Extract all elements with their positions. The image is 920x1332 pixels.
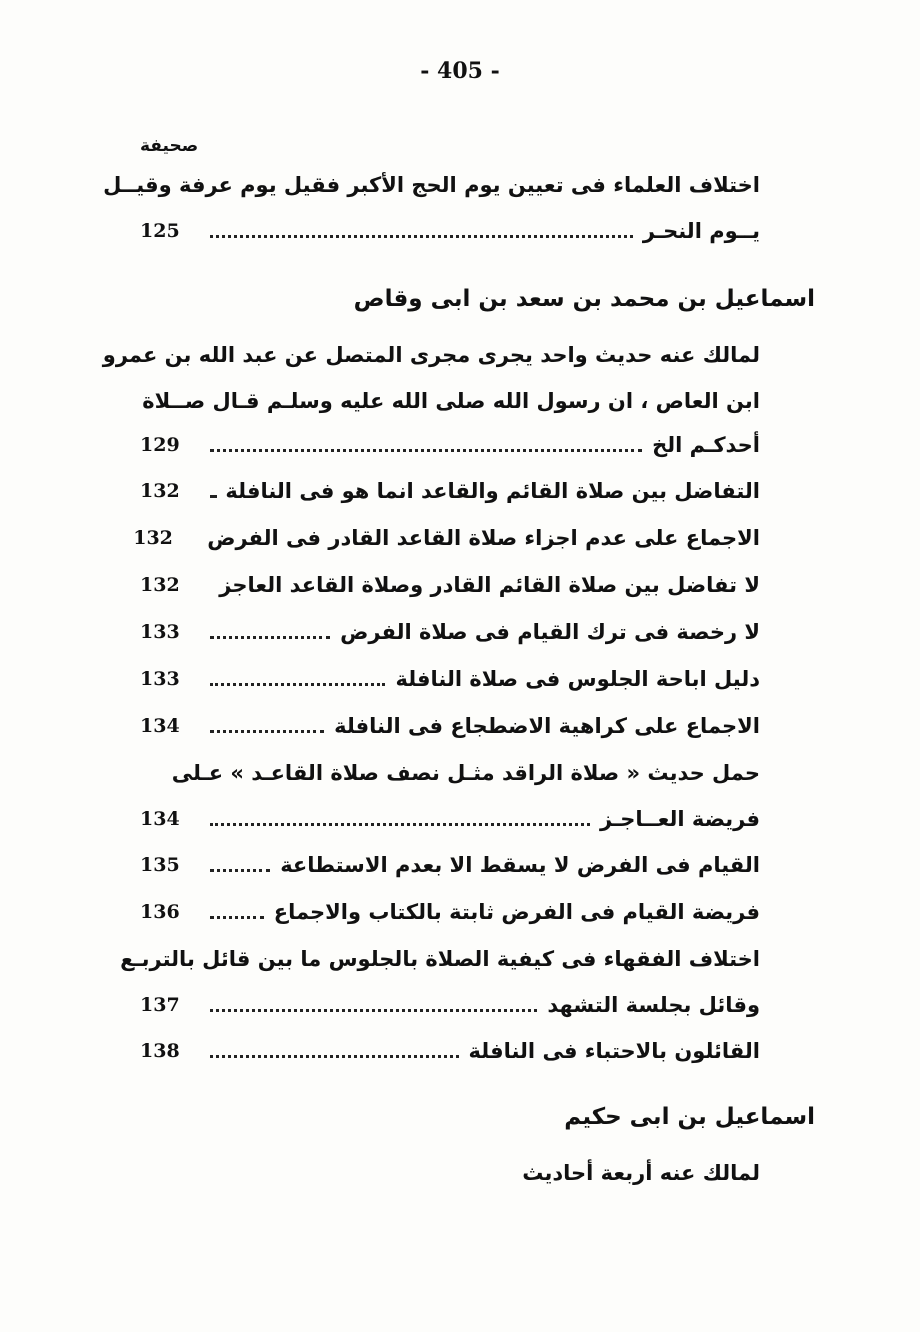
entry-text: القائلون بالاحتباء فى النافلة — [468, 1039, 760, 1063]
toc-entry — [140, 428, 760, 462]
toc-entry — [140, 214, 760, 248]
dot-leader — [210, 683, 386, 686]
entry-text: اختلاف العلماء فى تعيين يوم الحج الأكبر فقيل يوم عرفة وقيــل — [103, 173, 760, 197]
entry-page: 129 — [140, 434, 180, 456]
entry-page: 125 — [140, 220, 180, 242]
entry-page: 133 — [140, 668, 180, 690]
entry-page: 134 — [140, 808, 180, 830]
dot-leader — [210, 823, 590, 826]
toc-entry — [140, 474, 760, 508]
entry-text: حمل حديث « صلاة الراقد مثـل نصف صلاة القاعـد » عـلى — [171, 761, 760, 785]
entry-text: لا رخصة فى ترك القيام فى صلاة الفرض — [340, 620, 760, 644]
entry-text: فريضة العــاجـز — [600, 807, 760, 831]
entry-text: لمالك عنه حديث واحد يجرى مجرى المتصل عن عبد الله بن عمرو — [102, 343, 760, 367]
toc-entry — [133, 521, 760, 555]
entry-text: دليل اباحة الجلوس فى صلاة النافلة — [395, 667, 760, 691]
toc-entry — [140, 895, 760, 929]
entry-page: 134 — [140, 715, 180, 737]
entry-text: الاجماع على كراهية الاضطجاع فى النافلة — [334, 714, 760, 738]
toc-entry — [140, 662, 760, 696]
entry-text: التفاضل بين صلاة القائم والقاعد انما هو فى النافلة — [225, 479, 760, 503]
toc-entry — [140, 848, 760, 882]
entry-text: يــوم النحـر — [642, 219, 760, 243]
entry-text: الاجماع على عدم اجزاء صلاة القاعد القادر فى الفرض — [207, 526, 760, 550]
dot-leader — [210, 730, 324, 733]
dot-leader — [210, 495, 216, 498]
toc-entry — [140, 1034, 760, 1068]
page-column-header: صحيفة — [140, 136, 199, 156]
section-heading: اسماعيل بن ابى حكيم — [564, 1104, 815, 1130]
entry-text: وقائل بجلسة التشهد — [547, 993, 760, 1017]
dot-leader — [210, 449, 642, 452]
toc-entry — [140, 615, 760, 649]
dot-leader — [210, 636, 330, 639]
toc-entry — [140, 568, 760, 602]
entry-page: 132 — [133, 527, 173, 549]
page-number: - 405 - — [420, 58, 500, 84]
toc-entry — [140, 802, 760, 836]
entry-text: فريضة القيام فى الفرض ثابتة بالكتاب والاجماع — [273, 900, 760, 924]
dot-leader — [210, 235, 633, 238]
entry-text: القيام فى الفرض لا يسقط الا بعدم الاستطاعة — [280, 853, 760, 877]
entry-page: 133 — [140, 621, 180, 643]
entry-page: 138 — [140, 1040, 180, 1062]
dot-leader — [210, 1009, 538, 1012]
dot-leader — [210, 916, 264, 919]
section-heading: اسماعيل بن محمد بن سعد بن ابى وقاص — [353, 286, 815, 312]
dot-leader — [210, 869, 271, 872]
entry-page: 137 — [140, 994, 180, 1016]
entry-text: أحدكـم الخ — [652, 433, 760, 457]
entry-text: لمالك عنه أربعة أحاديث — [522, 1161, 760, 1185]
entry-page: 132 — [140, 480, 180, 502]
entry-page: 135 — [140, 854, 180, 876]
toc-entry — [120, 942, 760, 976]
toc-entry — [140, 1156, 760, 1190]
toc-entry — [140, 756, 760, 790]
entry-page: 136 — [140, 901, 180, 923]
entry-text: اختلاف الفقهاء فى كيفية الصلاة بالجلوس ما بين قائل بالتربـع — [120, 947, 760, 971]
entry-page: 132 — [140, 574, 180, 596]
entry-text: ابن العاص ، ان رسول الله صلى الله عليه وسلـم قـال صــلاة — [142, 389, 760, 413]
toc-entry — [140, 384, 760, 418]
toc-entry — [140, 709, 760, 743]
toc-entry — [102, 338, 760, 372]
dot-leader — [210, 1055, 459, 1058]
toc-entry — [140, 988, 760, 1022]
toc-entry — [103, 168, 760, 202]
entry-text: لا تفاضل بين صلاة القائم القادر وصلاة القاعد العاجز — [219, 573, 760, 597]
